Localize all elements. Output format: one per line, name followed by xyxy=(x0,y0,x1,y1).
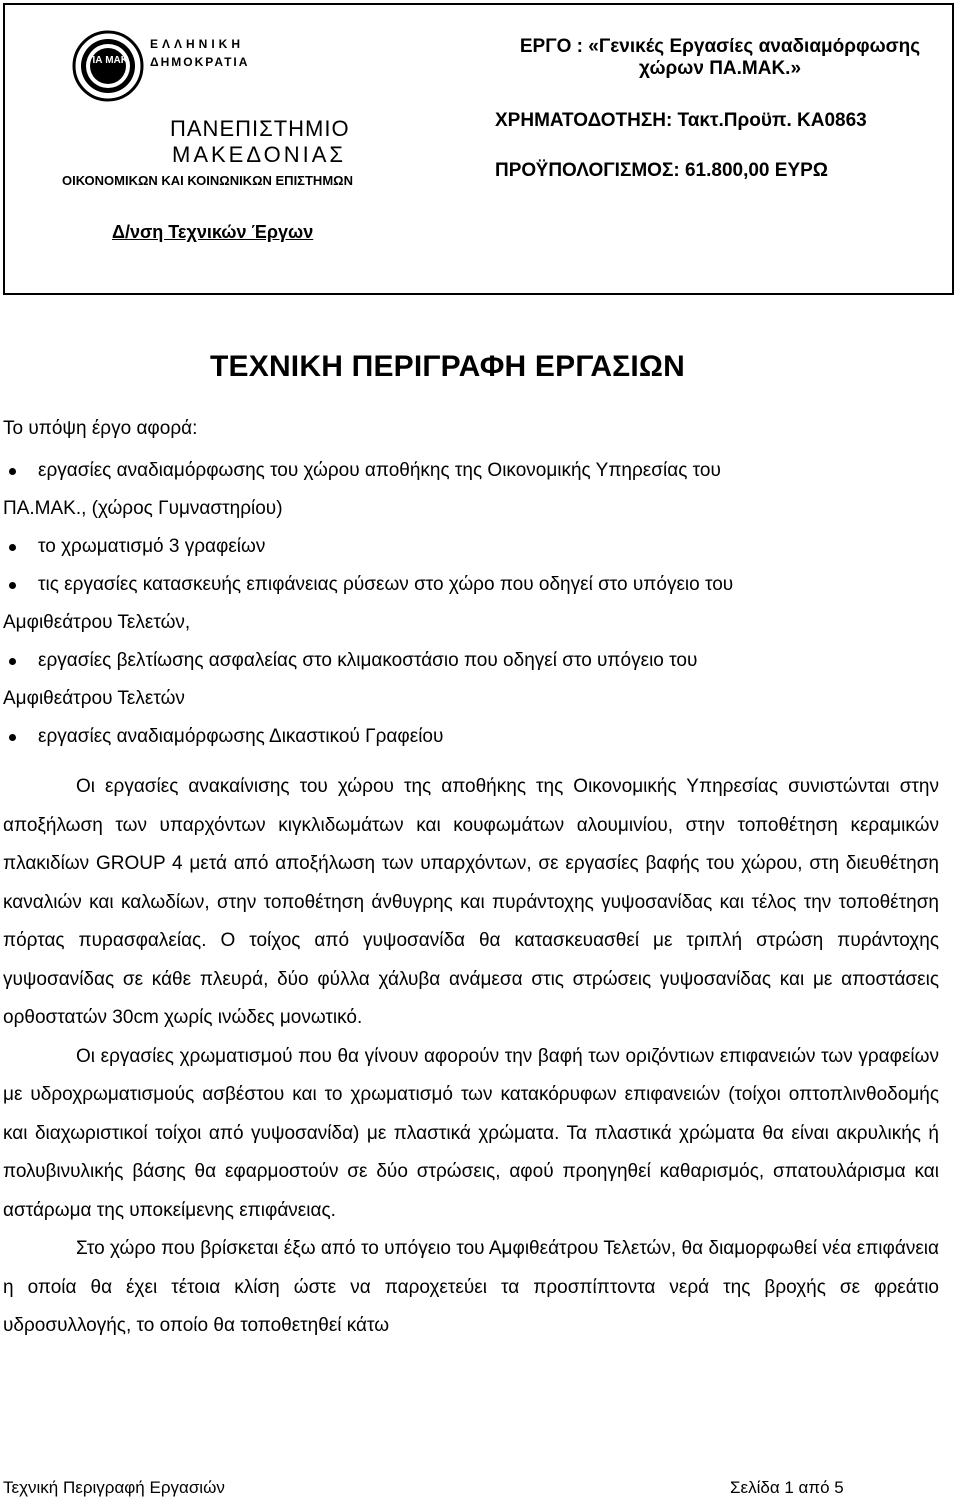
logo-graphic xyxy=(60,30,360,200)
list-item-text: το χρωματισμό 3 γραφείων xyxy=(38,536,266,557)
list-item-continuation: Αμφιθεάτρου Τελετών xyxy=(3,688,185,709)
list-item xyxy=(3,452,939,528)
department-name: Δ/νση Τεχνικών Έργων xyxy=(112,222,314,242)
list-item xyxy=(3,566,939,642)
intro-text: Το υπόψη έργο αφορά: xyxy=(3,418,198,439)
svg-text:ΔΗΜΟΚΡΑΤΙΑ: ΔΗΜΟΚΡΑΤΙΑ xyxy=(150,55,250,69)
logo-emblem-text: ΠΑ ΜΑΚ xyxy=(88,55,128,66)
list-item xyxy=(3,718,939,756)
body-text xyxy=(3,768,939,1346)
list-item-text: εργασίες αναδιαμόρφωσης Δικαστικού Γραφείου xyxy=(38,726,444,747)
list-item xyxy=(3,528,939,566)
project-title-line2: χώρων ΠΑ.ΜΑΚ.» xyxy=(638,58,802,79)
budget-line: ΠΡΟΫΠΟΛΟΓΙΣΜΟΣ: 61.800,00 ΕΥΡΩ xyxy=(495,160,829,181)
logo-univ2: ΜΑΚΕΔΟΝΙΑΣ xyxy=(172,142,346,167)
list-item-text: εργασίες βελτίωσης ασφαλείας στο κλιμακοστάσιο που οδηγεί στο υπόγειο του xyxy=(38,650,698,671)
list-item-continuation: ΠΑ.ΜΑΚ., (χώρος Γυμναστηρίου) xyxy=(3,498,283,519)
work-items-list xyxy=(3,452,939,756)
list-item-continuation: Αμφιθεάτρου Τελετών, xyxy=(3,612,191,633)
logo-univ3: ΟΙΚΟΝΟΜΙΚΩΝ ΚΑΙ ΚΟΙΝΩΝΙΚΩΝ ΕΠΙΣΤΗΜΩΝ xyxy=(62,173,353,188)
funding-line: ΧΡΗΜΑΤΟΔΟΤΗΣΗ: Τακτ.Προϋπ. ΚΑ0863 xyxy=(495,110,867,131)
footer-document-name: Τεχνική Περιγραφή Εργασιών xyxy=(3,1478,225,1497)
paragraph: Στο χώρο που βρίσκεται έξω από το υπόγειο του Αμφιθεάτρου Τελετών, θα διαμορφωθεί νέα επιφάνεια η οποία θα έχει τέτοια κλίση ώστε να παροχετεύει τα προσπίπτοντα νερά της βροχής σε φρεάτιο υδροσυλλογής, το οποίο θα τοποθετηθεί κάτω xyxy=(3,1238,939,1336)
paragraph: Οι εργασίες ανακαίνισης του χώρου της αποθήκης της Οικονομικής Υπηρεσίας συνιστώνται στην αποξήλωση των υπαρχόντων κιγκλιδωμάτων και κουφωμάτων αλουμινίου, στην τοποθέτηση κεραμικών πλακιδίων GROUP 4 μετά από αποξήλωση των υπαρχόντων, σε εργασίες βαφής του χώρου, στη διευθέτηση καναλιών και καλωδίων, στην τοποθέτηση άνθυγρης και πυράντοχης γυψοσανίδας και τέλος την τοποθέτηση πόρτας πυρασφαλείας. Ο τοίχος από γυψοσανίδα θα κατασκευασθεί με τριπλή στρώση πυράντοχης γυψοσανίδας σε κάθε πλευρά, δύο φύλλα χάλυβα ανάμεσα στις στρώσεις γυψοσανίδας και με αποστάσεις ορθοστατών 30cm χωρίς ινώδες μονωτικό. xyxy=(3,776,939,1028)
project-info xyxy=(495,36,945,182)
university-logo xyxy=(60,30,360,200)
list-item xyxy=(3,642,939,718)
document-title: ΤΕΧΝΙΚΗ ΠΕΡΙΓΡΑΦΗ ΕΡΓΑΣΙΩΝ xyxy=(210,350,686,383)
logo-univ1: ΠΑΝΕΠΙΣΤΗΜΙΟ xyxy=(170,116,350,141)
list-item-text: τις εργασίες κατασκευής επιφάνειας ρύσεων στο χώρο που οδηγεί στο υπόγειο του xyxy=(38,574,734,595)
footer-page-number: Σελίδα 1 από 5 xyxy=(730,1478,844,1497)
paragraph: Οι εργασίες χρωματισμού που θα γίνουν αφορούν την βαφή των οριζόντιων επιφανειών των γραφείων με υδροχρωματισμούς ασβέστου και το χρωματισμό των κατακόρυφων επιφανειών (τοίχοι οπτοπλινθοδομής και διαχωριστικοί τοίχοι από γυψοσανίδα) με πλαστικά χρώματα. Τα πλαστικά χρώματα θα είναι ακρυλικής ή πολυβινυλικής βάσης θα εφαρμοστούν σε δύο στρώσεις, αφού προηγηθεί καθαρισμός, σπατουλάρισμα και αστάρωμα της υποκείμενης επιφάνειας. xyxy=(3,1045,939,1221)
svg-text:ΕΛΛΗΝΙΚΗ: ΕΛΛΗΝΙΚΗ xyxy=(150,37,245,51)
list-item-text: εργασίες αναδιαμόρφωσης του χώρου αποθήκης της Οικονομικής Υπηρεσίας του xyxy=(38,460,721,481)
project-title-line1: ΕΡΓΟ : «Γενικές Εργασίες αναδιαμόρφωσης xyxy=(519,36,921,57)
